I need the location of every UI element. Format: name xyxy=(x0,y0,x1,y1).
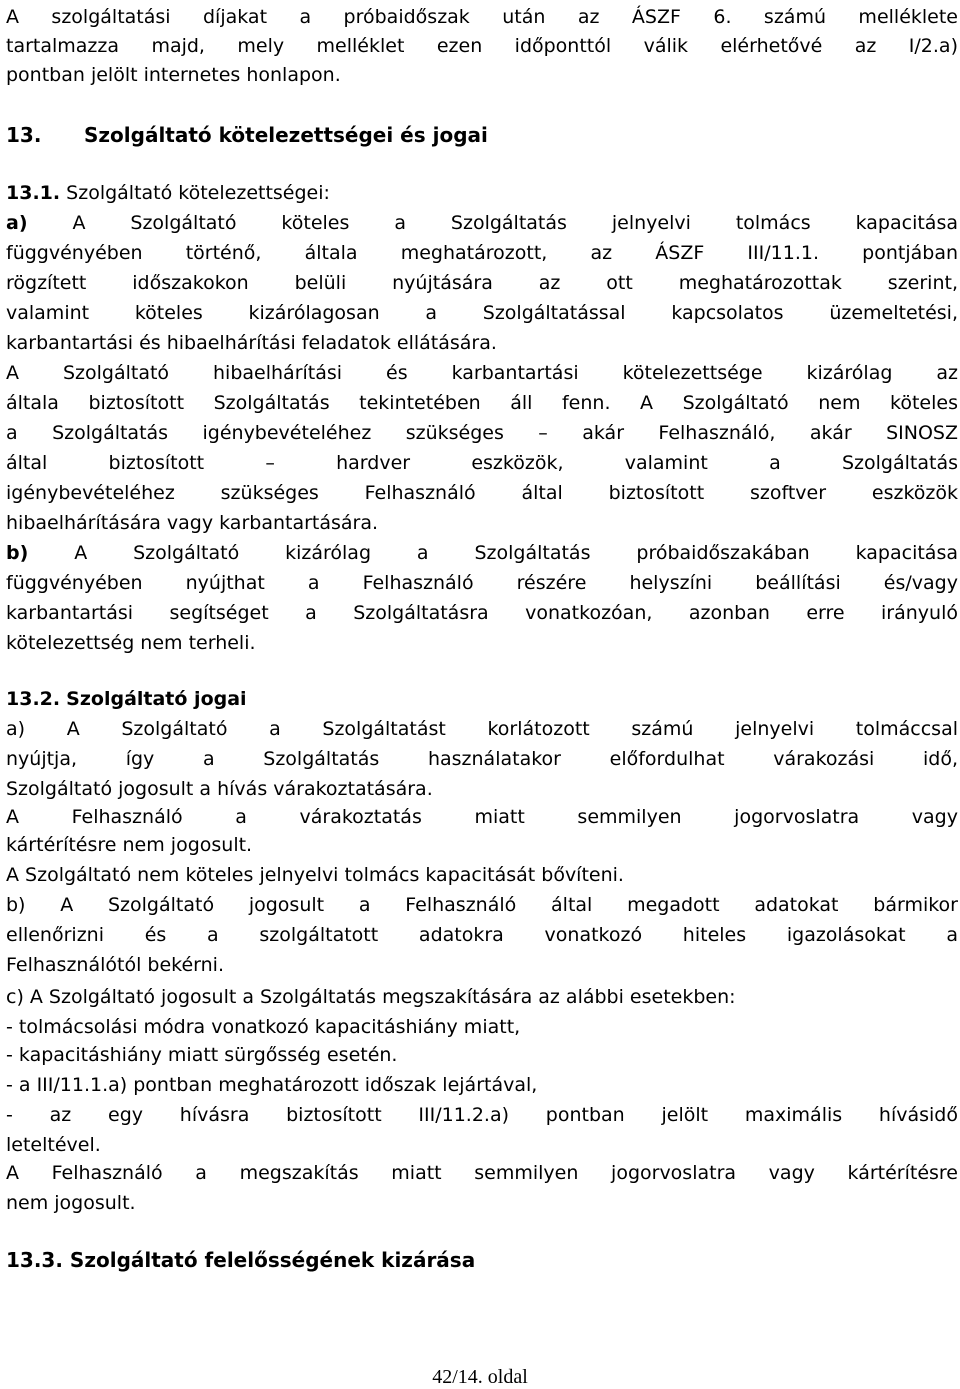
intro-line: A szolgáltatási díjakat a próbaidőszak után az ÁSZF 6. számú melléklete xyxy=(6,6,958,28)
subsection-title: Szolgáltató jogai xyxy=(66,688,247,710)
paragraph-line: függvényében történő, általa meghatározott, az ÁSZF III/11.1. pontjában xyxy=(6,242,958,264)
paragraph-line: A Szolgáltató hibaelhárítási és karbantartási kötelezettsége kizárólag az xyxy=(6,362,958,384)
section-number: 13. xyxy=(6,123,42,147)
intro-line: pontban jelölt internetes honlapon. xyxy=(6,64,341,86)
paragraph-line: A Felhasználó a megszakítás miatt semmilyen jogorvoslatra vagy kártérítésre xyxy=(6,1162,958,1184)
paragraph-line: rögzített időszakokon belüli nyújtására az ott meghatározottak szerint, xyxy=(6,272,958,294)
paragraph-line: kötelezettség nem terheli. xyxy=(6,632,256,654)
item-marker-a: a) xyxy=(6,212,28,234)
paragraph-line: által biztosított – hardver eszközök, valamint a Szolgáltatás xyxy=(6,452,958,474)
paragraph-line: Felhasználótól bekérni. xyxy=(6,954,224,976)
subsection-title: Szolgáltató felelősségének kizárása xyxy=(69,1248,476,1272)
paragraph-line: c) A Szolgáltató jogosult a Szolgáltatás megszakítására az alábbi esetekben: xyxy=(6,986,736,1008)
paragraph-line: a) A Szolgáltató a Szolgáltatást korlátozott számú jelnyelvi tolmáccsal xyxy=(6,718,958,740)
intro-line: tartalmazza majd, mely melléklet ezen időponttól válik elérhetővé az I/2.a) xyxy=(6,35,958,57)
paragraph-line: leteltével. xyxy=(6,1134,101,1156)
paragraph-line: b) A Szolgáltató jogosult a Felhasználó által megadott adatokat bármikor xyxy=(6,894,958,916)
paragraph-line: A Szolgáltató nem köteles jelnyelvi tolmács kapacitását bővíteni. xyxy=(6,864,624,886)
paragraph-line: a) A Szolgáltató köteles a Szolgáltatás jelnyelvi tolmács kapacitása xyxy=(6,212,958,234)
paragraph-line: A Felhasználó a várakoztatás miatt semmilyen jogorvoslatra vagy xyxy=(6,806,958,828)
paragraph-line: kártérítésre nem jogosult. xyxy=(6,834,253,856)
paragraph-line: ellenőrizni és a szolgáltatott adatokra vonatkozó hiteles igazolásokat a xyxy=(6,924,958,946)
subsection-number: 13.2. xyxy=(6,688,61,710)
document-page xyxy=(6,0,958,1389)
section-title: Szolgáltató kötelezettségei és jogai xyxy=(84,123,488,147)
section-heading-13 xyxy=(6,120,958,150)
subsection-number: 13.3. xyxy=(6,1248,63,1272)
paragraph-line: nyújtja, így a Szolgáltatás használatakor előfordulhat várakozási idő, xyxy=(6,748,958,770)
paragraph-line: valamint köteles kizárólagosan a Szolgáltatással kapcsolatos üzemeltetési, xyxy=(6,302,958,324)
paragraph-line: a Szolgáltatás igénybevételéhez szükséges – akár Felhasználó, akár SINOSZ xyxy=(6,422,958,444)
item-marker-b: b) xyxy=(6,542,29,564)
paragraph-line: Szolgáltató jogosult a hívás várakoztatására. xyxy=(6,778,433,800)
list-item: - az egy hívásra biztosított III/11.2.a) pontban jelölt maximális hívásidő xyxy=(6,1104,958,1126)
paragraph-line: igénybevételéhez szükséges Felhasználó által biztosított szoftver eszközök xyxy=(6,482,958,504)
subsection-number: 13.1. xyxy=(6,182,61,204)
paragraph-line: karbantartási és hibaelhárítási feladatok ellátására. xyxy=(6,332,497,354)
paragraph-line: általa biztosított Szolgáltatás tekintetében áll fenn. A Szolgáltató nem köteles xyxy=(6,392,958,414)
list-item: - kapacitáshiány miatt sürgősség esetén. xyxy=(6,1044,398,1066)
page-number: 42/14. oldal xyxy=(432,1366,528,1388)
subsection-title: Szolgáltató kötelezettségei: xyxy=(66,182,330,204)
paragraph-line: karbantartási segítséget a Szolgáltatásra vonatkozóan, azonban erre irányuló xyxy=(6,602,958,624)
subsection-heading-13-2 xyxy=(6,684,958,714)
list-item: - tolmácsolási módra vonatkozó kapacitáshiány miatt, xyxy=(6,1016,521,1038)
paragraph-line: függvényében nyújthat a Felhasználó részére helyszíni beállítási és/vagy xyxy=(6,572,958,594)
subsection-heading-13-3 xyxy=(6,1245,958,1275)
paragraph-line: nem jogosult. xyxy=(6,1192,136,1214)
list-item: - a III/11.1.a) pontban meghatározott időszak lejártával, xyxy=(6,1074,538,1096)
subsection-heading-13-1 xyxy=(6,178,958,208)
paragraph-line: b) A Szolgáltató kizárólag a Szolgáltatás próbaidőszakában kapacitása xyxy=(6,542,958,564)
paragraph-line: hibaelhárítására vagy karbantartására. xyxy=(6,512,379,534)
